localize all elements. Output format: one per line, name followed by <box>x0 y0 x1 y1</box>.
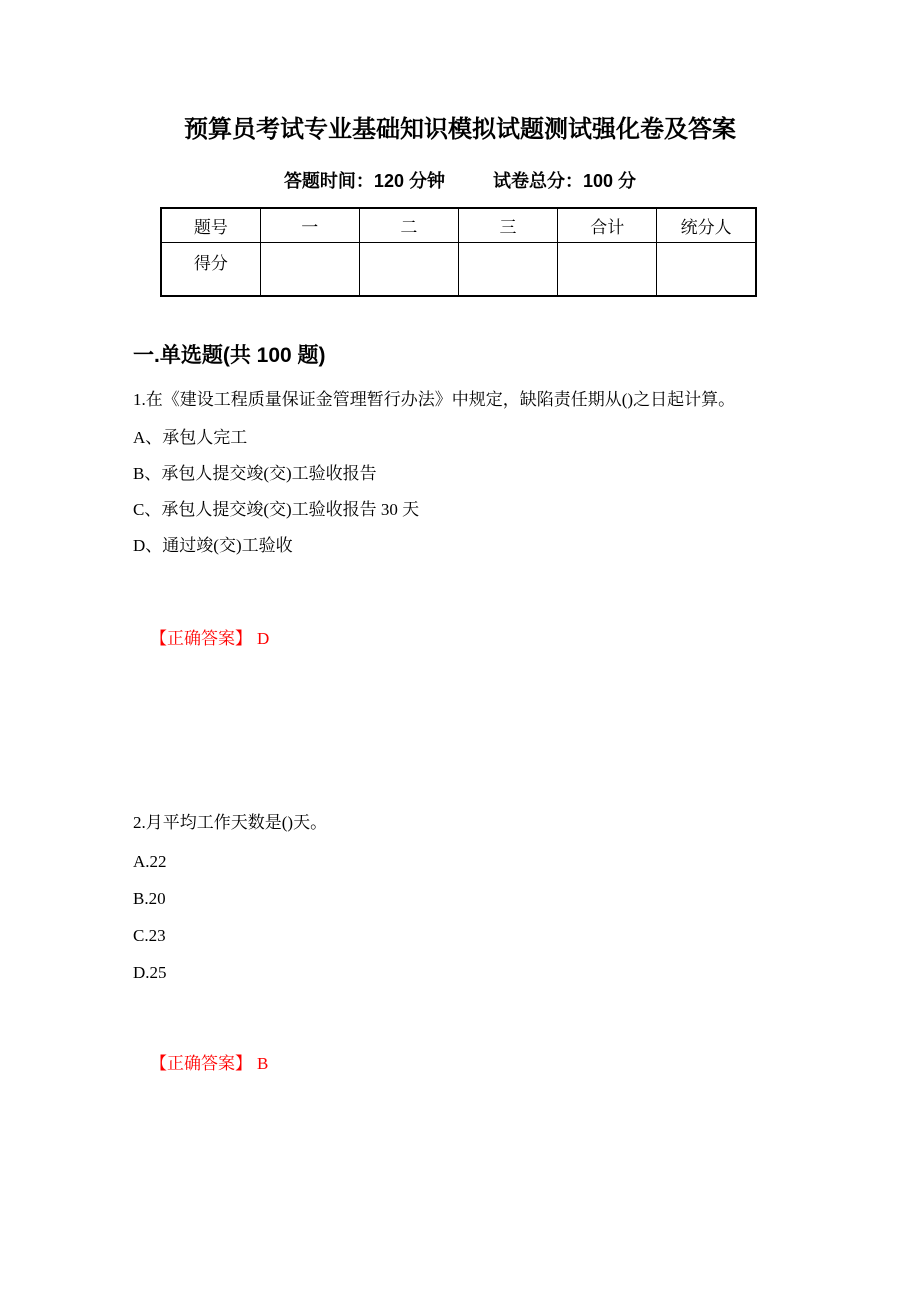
question-2-option-c: C.23 <box>133 926 166 945</box>
question-1-answer-label: 【正确答案】 <box>150 629 252 648</box>
exam-time-label: 答题时间：120 分钟 <box>283 171 445 191</box>
question-2-text: 2.月平均工作天数是()天。 <box>133 813 328 832</box>
score-table-header-cell-one: 一 <box>260 208 359 243</box>
question-1-answer-value: D <box>257 629 270 648</box>
score-table-header-row <box>161 208 756 243</box>
exam-info-line <box>0 168 920 194</box>
question-1-option-b: B、承包人提交竣(交)工验收报告 <box>133 464 377 483</box>
question-2-option-b: B.20 <box>133 889 166 908</box>
question-2-answer-value: B <box>257 1054 269 1073</box>
score-table-header-cell-three: 三 <box>458 208 557 243</box>
score-table-header-cell-two: 二 <box>359 208 458 243</box>
score-table-cell-empty <box>359 243 458 297</box>
question-1-option-c: C、承包人提交竣(交)工验收报告 30 天 <box>133 500 420 519</box>
page-title: 预算员考试专业基础知识模拟试题测试强化卷及答案 <box>184 116 736 143</box>
question-1-answer-line <box>133 606 269 672</box>
question-2-option-a: A.22 <box>133 852 167 871</box>
score-table-score-row <box>161 243 756 297</box>
question-2-answer-line <box>133 1031 268 1097</box>
question-1-option-a: A、承包人完工 <box>133 428 248 447</box>
question-2-option-d: D.25 <box>133 963 167 982</box>
score-table-cell-score-label: 得分 <box>161 243 260 297</box>
question-1-option-d: D、通过竣(交)工验收 <box>133 536 293 555</box>
score-table-cell-empty <box>657 243 756 297</box>
score-table-header-cell-question-number: 题号 <box>161 208 260 243</box>
score-table-header-cell-total: 合计 <box>558 208 657 243</box>
section-heading: 一.单选题(共 100 题) <box>133 344 326 367</box>
exam-total-score-label: 试卷总分：100 分 <box>493 171 637 191</box>
score-table-cell-empty <box>260 243 359 297</box>
question-1-text: 1.在《建设工程质量保证金管理暂行办法》中规定，缺陷责任期从()之日起计算。 <box>133 390 736 409</box>
score-table-cell-empty <box>558 243 657 297</box>
score-table <box>160 207 757 297</box>
score-table-header-cell-scorer: 统分人 <box>657 208 756 243</box>
question-2-answer-label: 【正确答案】 <box>150 1054 252 1073</box>
score-table-cell-empty <box>458 243 557 297</box>
